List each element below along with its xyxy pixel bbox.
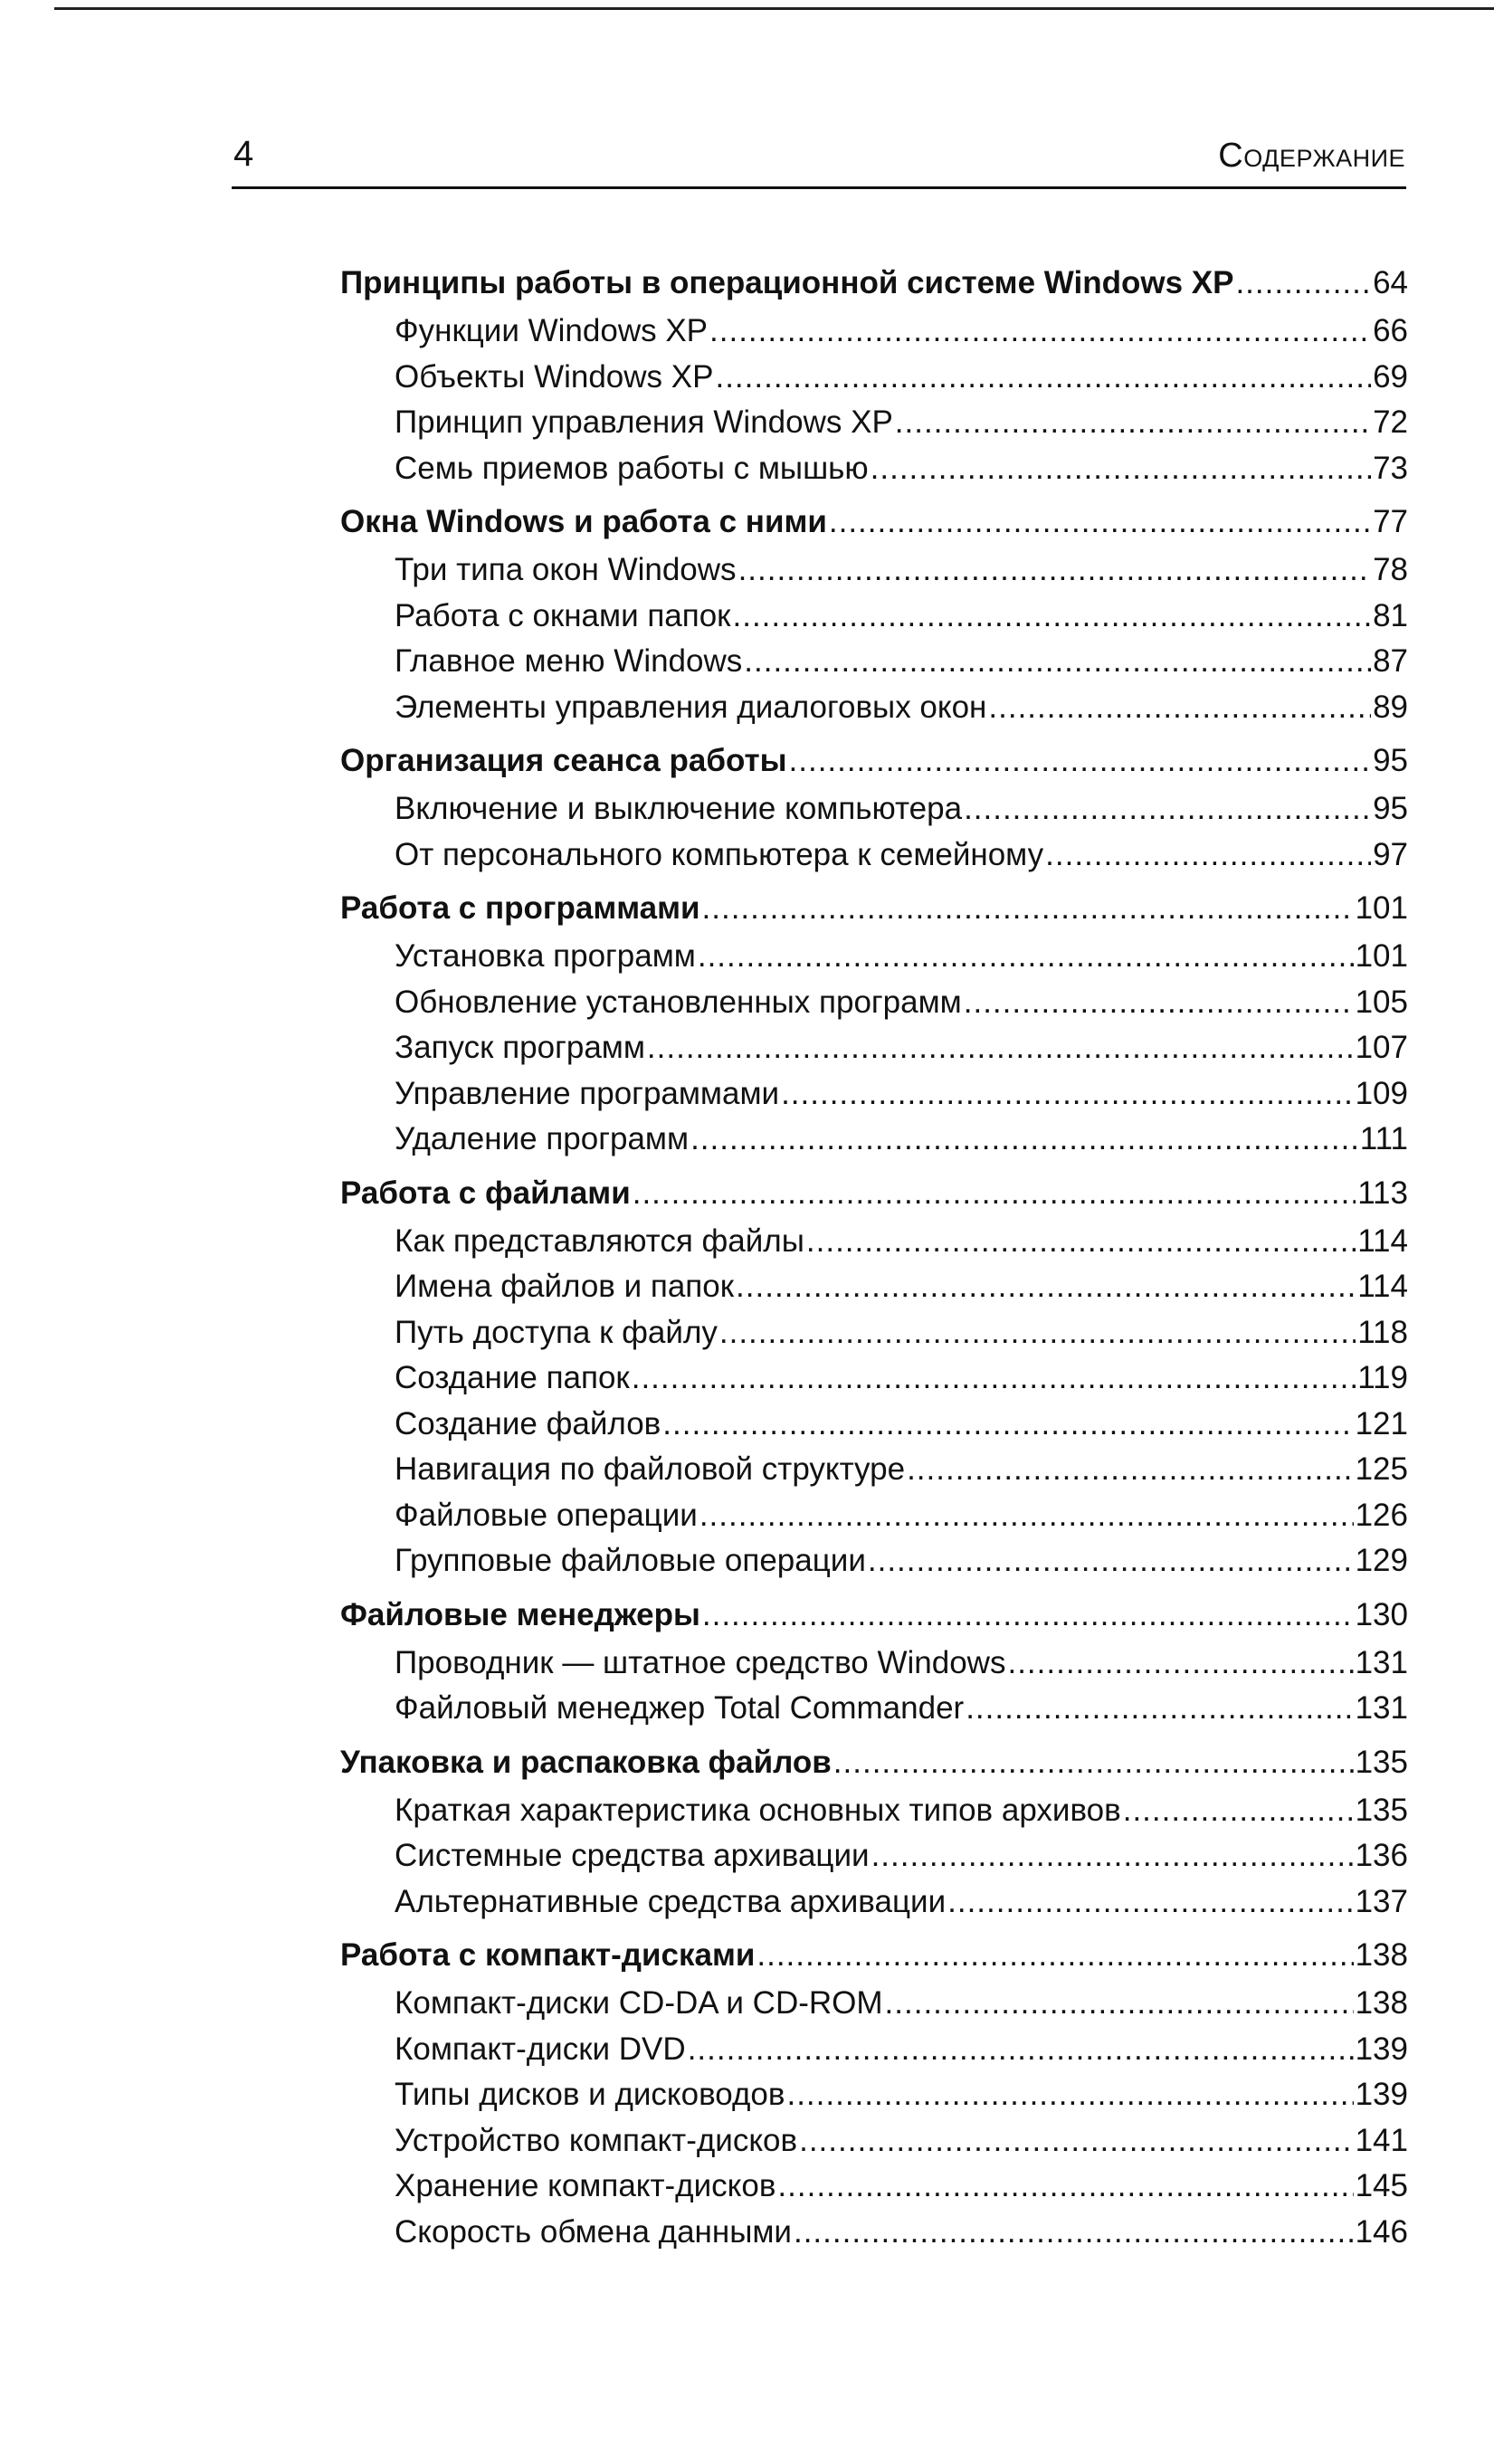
toc-entry-page: 131 [1355,1644,1408,1680]
dot-leader [786,2072,1353,2118]
dot-leader [757,1930,1353,1981]
toc-subentry [340,1447,1408,1493]
dot-leader [871,1833,1354,1879]
toc-entry-title: Управление программами [395,1075,780,1111]
toc-entry-page: 114 [1357,1269,1408,1304]
toc-entry-title: Принцип управления Windows XP [395,404,893,440]
toc-entry-page: 138 [1355,1937,1408,1973]
toc-entry-title: Хранение компакт-дисков [395,2168,776,2203]
toc-entry-title: Упаковка и распаковка файлов [340,1744,832,1780]
toc-section [340,736,1408,878]
toc-subentry [340,594,1408,640]
dot-leader [964,786,1371,832]
toc-entry-page: 69 [1373,358,1408,395]
toc-entry-page: 97 [1373,836,1408,872]
toc-chapter-entry [340,883,1408,934]
toc-subentry [340,1788,1408,1834]
toc-entry-title: Установка программ [395,938,696,974]
toc-entry-page: 131 [1355,1690,1408,1726]
toc-entry-title: Работа с файлами [340,1175,631,1211]
toc-subentry [340,1981,1408,2027]
toc-subentry [340,2210,1408,2256]
toc-entry-page: 126 [1355,1497,1408,1533]
toc-subentry [340,832,1408,879]
toc-entry-page: 107 [1355,1030,1408,1065]
toc-subentry [340,400,1408,446]
toc-entry-title: Удаление программ [395,1121,690,1156]
dot-leader [699,1493,1354,1539]
dot-leader [907,1447,1354,1493]
toc-entry-page: 66 [1373,313,1408,348]
toc-entry-page: 141 [1355,2122,1408,2158]
toc-entry-page: 114 [1357,1222,1408,1259]
toc-entry-title: Принципы работы в операционной системе Windows XP [340,265,1234,300]
dot-leader [715,355,1371,401]
toc-section [340,1590,1408,1732]
toc-entry-page: 95 [1373,743,1408,778]
toc-entry-page: 145 [1355,2168,1408,2203]
toc-entry-title: Включение и выключение компьютера [395,791,963,826]
toc-entry-title: Файловые менеджеры [340,1596,700,1632]
toc-entry-page: 136 [1355,1838,1408,1873]
toc-subentry [340,1833,1408,1879]
toc-entry-page: 81 [1373,597,1408,633]
dot-leader [829,497,1371,547]
dot-leader [719,1310,1356,1356]
toc-subentry [340,1493,1408,1539]
toc-entry-title: Скорость обмена данными [395,2213,792,2250]
toc-entry-page: 101 [1355,938,1408,974]
toc-entry-title: Организация сеанса работы [340,743,787,778]
toc-entry-title: Компакт-диски CD-DA и CD-ROM [395,1985,883,2021]
toc-entry-title: Окна Windows и работа с ними [340,504,827,539]
toc-entry-title: Запуск программ [395,1030,645,1065]
toc-subentry [340,1686,1408,1732]
toc-entry-title: Файловый менеджер Total Commander [395,1690,965,1726]
toc-entry-title: Работа с программами [340,890,700,926]
toc-section [340,1737,1408,1926]
toc-entry-title: Системные средства архивации [395,1838,870,1873]
dot-leader [744,639,1371,685]
toc-entry-title: Типы дисков и дисководов [395,2077,785,2112]
dot-leader [833,1737,1354,1788]
toc-entry-page: 119 [1357,1360,1408,1395]
toc-subentry [340,2027,1408,2073]
toc-subentry [340,1879,1408,1926]
dot-leader [806,1219,1356,1265]
toc-entry-page: 135 [1355,1792,1408,1828]
toc-entry-title: Файловые операции [395,1497,698,1533]
top-rule [54,7,1494,10]
dot-leader [966,1686,1353,1732]
toc-entry-title: Элементы управления диалоговых окон [395,689,987,725]
dot-leader [1235,258,1371,309]
toc-entry-page: 64 [1373,265,1408,300]
toc-chapter-entry [340,1930,1408,1981]
dot-leader [736,1264,1356,1310]
toc-chapter-entry [340,1590,1408,1641]
toc-entry-title: От персонального компьютера к семейному [395,836,1044,872]
toc-entry-page: 139 [1355,2031,1408,2067]
dot-leader [633,1168,1356,1219]
toc-subentry [340,1071,1408,1118]
toc-chapter-entry [340,736,1408,786]
toc-entry-title: Семь приемов работы с мышью [395,450,869,486]
toc-chapter-entry [340,1168,1408,1219]
dot-leader [690,1117,1358,1163]
dot-leader [868,1538,1354,1584]
dot-leader [964,980,1354,1026]
toc-section [340,497,1408,730]
toc-chapter-entry [340,497,1408,547]
dot-leader [738,547,1372,594]
toc-entry-page: 113 [1357,1175,1408,1211]
dot-leader [895,400,1371,446]
toc-entry-page: 118 [1357,1314,1408,1350]
dot-leader [733,594,1372,640]
toc-entry-title: Компакт-диски DVD [395,2031,686,2067]
dot-leader [789,736,1372,786]
toc-entry-title: Альтернативные средства архивации [395,1883,947,1919]
toc-entry-page: 137 [1355,1883,1408,1919]
dot-leader [1045,832,1371,879]
toc-section [340,1168,1408,1584]
toc-subentry [340,446,1408,492]
toc-entry-title: Как представляются файлы [395,1222,804,1259]
dot-leader [632,1356,1356,1402]
toc-entry-page: 121 [1355,1405,1408,1441]
toc-entry-page: 125 [1355,1451,1408,1487]
toc-entry-title: Объекты Windows XP [395,358,714,395]
toc-entry-page: 135 [1355,1744,1408,1780]
dot-leader [1007,1641,1353,1687]
dot-leader [794,2210,1354,2256]
toc-chapter-entry [340,258,1408,309]
dot-leader [947,1879,1353,1926]
dot-leader [1123,1788,1354,1834]
toc-entry-page: 139 [1355,2077,1408,2112]
toc-subentry [340,685,1408,731]
toc-subentry [340,934,1408,980]
toc-subentry [340,2072,1408,2118]
toc-subentry [340,786,1408,832]
toc-entry-title: Групповые файловые операции [395,1543,866,1578]
toc-entry-page: 130 [1355,1596,1408,1632]
dot-leader [709,309,1371,355]
dot-leader [647,1025,1354,1071]
running-title: Содержание [1218,137,1405,175]
toc-entry-page: 77 [1373,504,1408,539]
dot-leader [702,883,1354,934]
dot-leader [781,1071,1354,1118]
toc-entry-page: 73 [1373,450,1408,486]
dot-leader [871,446,1371,492]
toc-subentry [340,355,1408,401]
toc-entry-title: Устройство компакт-дисков [395,2122,798,2158]
page-number: 4 [233,134,254,174]
toc-section [340,1930,1408,2255]
toc-subentry [340,1641,1408,1687]
toc-subentry [340,1025,1408,1071]
toc-entry-title: Имена файлов и папок [395,1269,735,1304]
header-rule [232,186,1406,189]
toc-entry-title: Проводник — штатное средство Windows [395,1644,1006,1680]
toc-subentry [340,1538,1408,1584]
toc-entry-page: 109 [1355,1075,1408,1111]
toc-section [340,883,1408,1163]
toc-entry-page: 78 [1373,552,1408,587]
toc-entry-title: Три типа окон Windows [395,552,737,587]
toc-subentry [340,2164,1408,2210]
toc-entry-title: Навигация по файловой структуре [395,1451,906,1487]
toc-entry-title: Функции Windows XP [395,313,709,348]
toc-entry-title: Главное меню Windows [395,643,743,679]
toc-entry-title: Работа с окнами папок [395,597,731,633]
toc-chapter-entry [340,1737,1408,1788]
toc-subentry [340,1356,1408,1402]
toc-entry-page: 87 [1373,643,1408,679]
toc-entry-page: 101 [1355,890,1408,926]
toc-subentry [340,2118,1408,2164]
toc-entry-page: 105 [1355,984,1408,1020]
toc-entry-page: 95 [1373,791,1408,826]
dot-leader [799,2118,1353,2164]
toc-entry-title: Путь доступа к файлу [395,1314,718,1350]
toc-entry-page: 89 [1373,689,1408,725]
toc-subentry [340,309,1408,355]
table-of-contents [340,258,1408,2260]
toc-subentry [340,1117,1408,1163]
dot-leader [885,1981,1354,2027]
toc-subentry [340,1402,1408,1448]
dot-leader [698,934,1354,980]
dot-leader [988,685,1371,731]
toc-entry-page: 72 [1373,404,1408,440]
toc-entry-page: 129 [1355,1543,1408,1578]
dot-leader [702,1590,1354,1641]
toc-section [340,258,1408,491]
toc-entry-page: 111 [1359,1121,1408,1156]
toc-entry-page: 146 [1355,2213,1408,2250]
toc-subentry [340,1219,1408,1265]
toc-subentry [340,1310,1408,1356]
toc-entry-page: 138 [1355,1985,1408,2021]
dot-leader [777,2164,1353,2210]
dot-leader [662,1402,1353,1448]
toc-entry-title: Краткая характеристика основных типов архивов [395,1792,1121,1828]
toc-subentry [340,980,1408,1026]
toc-subentry [340,639,1408,685]
toc-entry-title: Работа с компакт-дисками [340,1937,756,1973]
toc-entry-title: Создание папок [395,1360,630,1395]
toc-entry-title: Обновление установленных программ [395,984,962,1020]
toc-entry-title: Создание файлов [395,1405,661,1441]
dot-leader [688,2027,1354,2073]
toc-subentry [340,547,1408,594]
toc-subentry [340,1264,1408,1310]
